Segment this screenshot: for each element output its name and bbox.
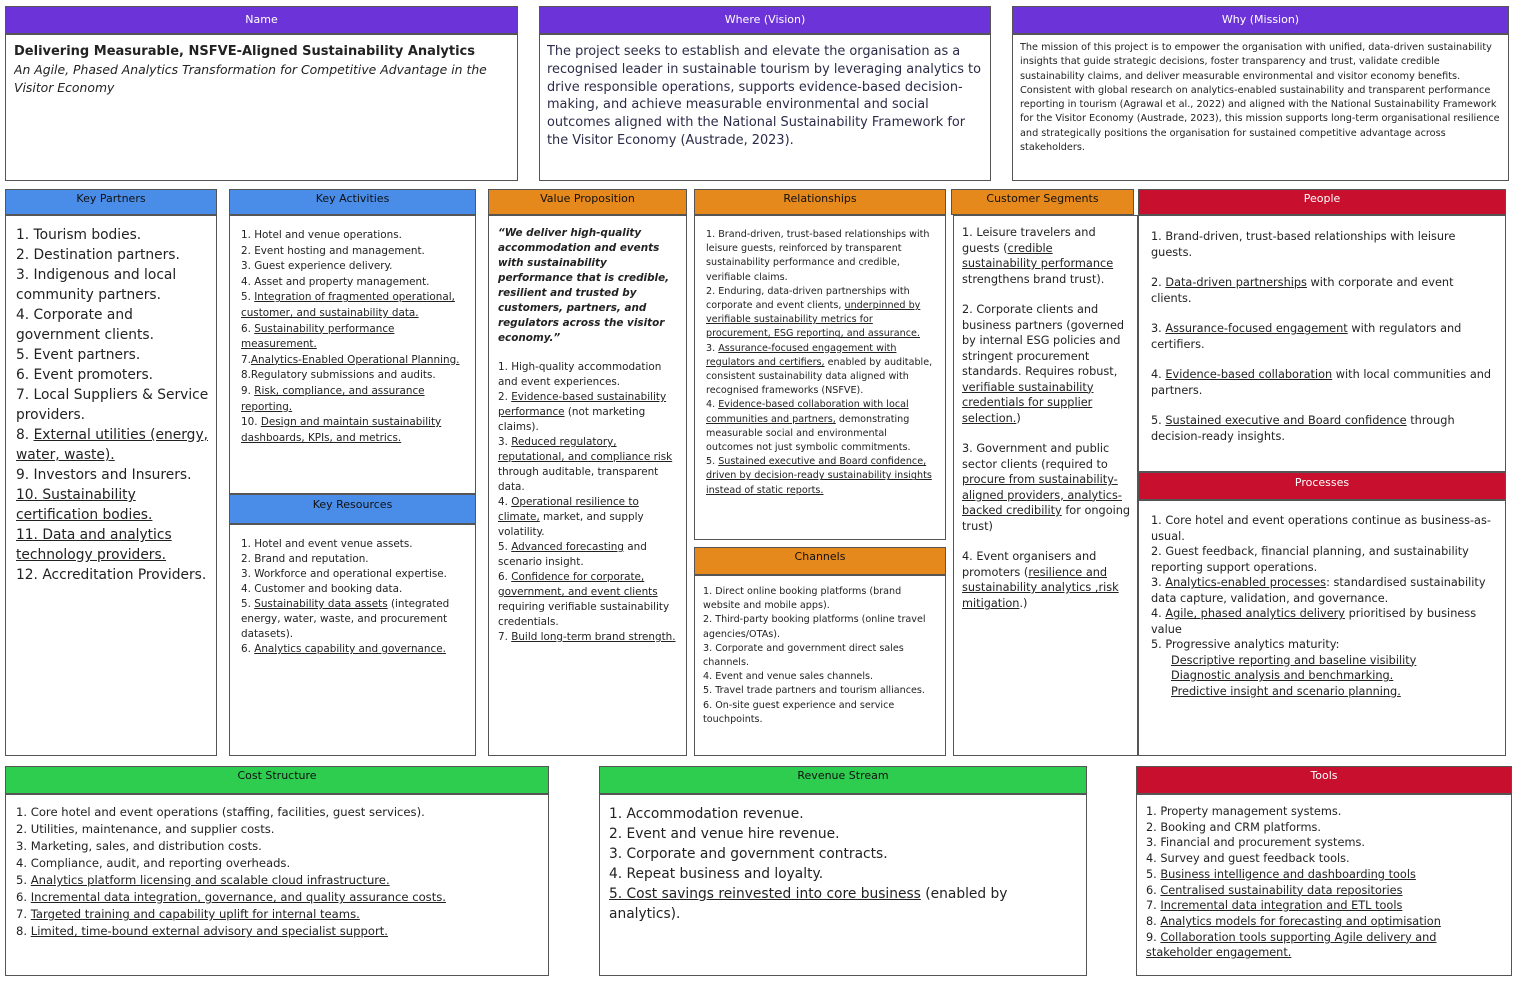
list-item — [16, 465, 210, 485]
maturity-item-diagnostic: Diagnostic analysis and benchmarking. — [1171, 669, 1394, 682]
cost-structure-header: Cost Structure — [5, 766, 549, 794]
list-item — [962, 302, 1131, 426]
item-underlined-text: Assurance-focused engagement with regulators and certifiers, — [706, 342, 897, 368]
list-item — [1146, 914, 1505, 930]
item-underlined-text: Data-driven partnerships — [1165, 276, 1307, 289]
processes-box — [1138, 500, 1506, 756]
item-underlined-text: Business intelligence and dashboarding tools — [1160, 867, 1416, 881]
item-text: 10. — [241, 416, 261, 429]
list-item — [1151, 606, 1497, 637]
item-text: requiring verifiable sustainability credentials. — [498, 601, 670, 628]
item-text: (not marketing claims). — [498, 406, 646, 433]
list-item — [1151, 544, 1497, 575]
list-item — [703, 642, 939, 670]
list-item — [1151, 413, 1497, 444]
item-text: 4. Compliance, audit, and reporting overheads. — [16, 856, 291, 870]
item-text: 2. Destination partners. — [16, 247, 180, 263]
item-underlined-text: Collaboration tools supporting Agile delivery and stakeholder engagement. — [1146, 930, 1437, 960]
item-underlined-text: 10. Sustainability certification bodies. — [16, 487, 153, 523]
item-text: 1. Brand-driven, trust-based relationships with leisure guests. — [1151, 230, 1456, 259]
item-text: ) — [1016, 411, 1021, 425]
channels-list — [703, 585, 939, 753]
item-underlined-text: Evidence-based sustainability performance — [498, 391, 667, 418]
item-text: 6. — [1146, 883, 1161, 897]
cost-structure-box — [5, 794, 549, 976]
item-text: 3. Corporate and government contracts. — [609, 846, 888, 862]
item-underlined-text: Analytics platform licensing and scalable cloud infrastructure. — [30, 873, 390, 887]
item-text: through decision-ready insights. — [1151, 414, 1455, 443]
list-item — [1146, 898, 1505, 914]
list-item — [241, 567, 467, 582]
list-item — [706, 398, 937, 455]
item-text: 9. — [241, 384, 255, 397]
list-item — [1146, 867, 1505, 883]
item-underlined-text: Sustainability data assets — [254, 598, 388, 610]
item-text: 2. Corporate clients and business partners (governed by internal ESG policies and stringent procurement standards. Requires robust, — [962, 303, 1125, 378]
item-underlined-text: Confidence for corporate, government, and event clients — [498, 571, 658, 598]
item-underlined-text: Design and maintain sustainability dashboards, KPIs, and metrics. — [241, 416, 442, 444]
item-underlined-text: Advanced forecasting — [511, 541, 624, 553]
key-resources-list — [241, 537, 467, 753]
list-item — [241, 415, 467, 446]
list-item — [1146, 804, 1505, 820]
item-underlined-text: Evidence-based collaboration with local communities and partners, — [706, 399, 909, 425]
key-partners-box — [5, 215, 217, 756]
item-text: 3. Marketing, sales, and distribution costs. — [16, 839, 262, 853]
item-text: demonstrating measurable social and environmental outcomes not just symbolic commitments. — [706, 413, 911, 454]
list-item — [241, 353, 467, 369]
item-text: 9. — [1146, 930, 1161, 944]
list-item — [16, 889, 542, 906]
processes-header: Processes — [1138, 472, 1506, 500]
item-text: 6. Event promoters. — [16, 367, 154, 383]
item-text: 1. Hotel and event venue assets. — [241, 538, 413, 550]
list-item — [1151, 575, 1497, 606]
item-text: (integrated energy, water, waste, and procurement datasets). — [241, 598, 450, 640]
mission-paragraph-1: The mission of this project is to empower the organisation with unified, data-driven sustainability insights that guide strategic decisions, foster transparency and trust, validate credible sustainability claims, and deliver measurable environmental and visitor economy benefits. — [1020, 42, 1492, 82]
processes-maturity-list — [1151, 653, 1497, 700]
item-text: 3. Guest experience delivery. — [241, 260, 393, 273]
item-text: 6. On-site guest experience and service touchpoints. — [703, 699, 895, 725]
cost-structure-list — [16, 804, 542, 973]
item-text: market, and supply volatility. — [498, 511, 644, 538]
item-underlined-text: Reduced regulatory, reputational, and compliance risk — [498, 436, 673, 463]
item-text: with local communities and partners. — [1151, 368, 1492, 397]
mission-header: Why (Mission) — [1012, 6, 1509, 34]
list-item — [962, 549, 1131, 611]
project-subtitle: An Agile, Phased Analytics Transformation for Competitive Advantage in the Visitor Economy — [14, 62, 487, 95]
item-underlined-text: credible sustainability performance — [962, 241, 1114, 270]
list-item — [1146, 835, 1505, 851]
key-partners-header: Key Partners — [5, 189, 217, 215]
item-text: 9. Investors and Insurers. — [16, 467, 192, 483]
list-item — [16, 872, 542, 889]
list-item — [706, 342, 937, 399]
item-underlined-text: Analytics-enabled processes — [1165, 576, 1327, 589]
vision-text: The project seeks to establish and elevate the organisation as a recognised leader in sustainable tourism by leveraging analytics to drive responsible operations, supports evidence-based decision-making, and achieve measurable environmental and social outcomes aligned with the National Sustainability Framework for the Visitor Economy (Austrade, 2023). — [547, 44, 981, 148]
key-activities-box — [229, 215, 476, 494]
list-item — [1151, 637, 1497, 653]
item-text: 5. — [241, 598, 255, 610]
list-item — [241, 244, 467, 260]
item-text: 6. — [241, 322, 255, 335]
item-underlined-text: 5. Cost savings reinvested into core business — [609, 886, 921, 902]
list-item — [16, 225, 210, 245]
list-item — [962, 225, 1131, 287]
key-activities-header: Key Activities — [229, 189, 476, 215]
tools-list — [1146, 804, 1505, 973]
item-underlined-text: underpinned by verifiable sustainability metrics for procurement, ESG reporting, and assurance. — [706, 300, 921, 340]
list-item — [498, 435, 680, 495]
revenue-stream-list — [609, 804, 1080, 973]
list-item — [16, 365, 210, 385]
item-underlined-text: Evidence-based collaboration — [1165, 368, 1333, 381]
item-text: 5. — [706, 456, 719, 468]
item-text: 12. Accreditation Providers. — [16, 567, 207, 583]
list-item — [241, 290, 467, 321]
item-text: 8. — [1146, 914, 1161, 928]
item-underlined-text: Incremental data integration, governance, and quality assurance costs. — [30, 890, 446, 904]
list-item — [498, 495, 680, 540]
list-item — [16, 821, 542, 838]
item-text: 4. — [1151, 607, 1166, 620]
maturity-item-descriptive: Descriptive reporting and baseline visibility — [1171, 653, 1417, 667]
relationships-list — [706, 228, 937, 537]
item-text: 4. Asset and property management. — [241, 275, 430, 288]
item-text: prioritised by business value — [1151, 607, 1477, 636]
project-title: Delivering Measurable, NSFVE-Aligned Sustainability Analytics — [14, 44, 475, 59]
item-text: 4. Event organisers and promoters ( — [962, 550, 1097, 579]
tools-header: Tools — [1136, 766, 1512, 794]
item-underlined-text: Integration of fragmented operational, customer, and sustainability data. — [241, 291, 455, 319]
people-box — [1138, 215, 1506, 472]
item-underlined-text: procure from sustainability-aligned providers, analytics-backed credibility — [962, 473, 1122, 517]
list-item — [16, 525, 210, 565]
item-underlined-text: Incremental data integration and ETL tools — [1160, 899, 1403, 913]
item-underlined-text: Build long-term brand strength. — [511, 631, 676, 643]
vision-header: Where (Vision) — [539, 6, 991, 34]
list-item — [703, 670, 939, 684]
value-proposition-quote: “We deliver high-quality accommodation and events with sustainability performance that is credible, resilient and trusted by customers, partners, and regulators across the visitor economy.” — [498, 227, 670, 344]
list-item — [16, 345, 210, 365]
list-item — [498, 540, 680, 570]
item-text: 2. Event hosting and management. — [241, 244, 425, 257]
list-item — [1151, 275, 1497, 306]
list-item — [706, 285, 937, 342]
name-header: Name — [5, 6, 518, 34]
item-underlined-text: resilience and sustainability analytics ,risk mitigation — [962, 565, 1119, 610]
list-item — [706, 455, 937, 498]
item-underlined-text: Operational resilience to climate, — [498, 496, 639, 523]
item-text: 3. — [1151, 576, 1166, 589]
item-text: 5. — [498, 541, 512, 553]
value-proposition-list — [498, 360, 680, 645]
list-item — [703, 699, 939, 727]
channels-box — [694, 575, 946, 756]
item-text: 5. — [16, 873, 31, 887]
item-underlined-text: Risk, compliance, and assurance reporting. — [241, 384, 425, 413]
mission-paragraph-2: Consistent with global research on analytics-enabled sustainability and transparent performance reporting in tourism (Agrawal et al., 2022) and aligned with the National Sustainability Framework for the Visitor Economy (Austrade, 2023), this mission supports long-term organisational resilience and strategically positions the organisation for sustained competitive advantage across stakeholders. — [1020, 84, 1500, 154]
list-item — [1151, 321, 1497, 352]
item-text: 4. Repeat business and loyalty. — [609, 866, 824, 882]
list-item — [703, 613, 939, 641]
item-underlined-text: Sustainability performance measurement. — [241, 322, 395, 351]
item-text: 4. — [498, 496, 512, 508]
list-item — [241, 642, 467, 657]
item-text: : standardised sustainability data capture, validation, and governance. — [1151, 576, 1486, 605]
item-underlined-text: Analytics models for forecasting and optimisation — [1160, 914, 1441, 928]
item-text: enabled by auditable, consistent sustainability data aligned with recognised frameworks (NSFVE). — [706, 356, 933, 397]
list-item — [241, 275, 467, 291]
item-text: 2. Enduring, data-driven partnerships with corporate and event clients, — [706, 285, 910, 312]
item-underlined-text: Analytics capability and governance. — [254, 643, 446, 655]
mission-box — [1012, 34, 1509, 181]
item-text: 3. Indigenous and local community partners. — [16, 267, 177, 303]
list-item — [16, 906, 542, 923]
processes-list — [1151, 513, 1497, 653]
list-item — [241, 597, 467, 642]
customer-segments-header: Customer Segments — [951, 189, 1134, 215]
item-underlined-text: Centralised sustainability data repositories — [1160, 883, 1403, 897]
item-text: for ongoing trust) — [962, 504, 1131, 533]
item-text: 3. Financial and procurement systems. — [1146, 836, 1365, 850]
list-item — [16, 305, 210, 345]
item-text: 3. — [706, 342, 719, 354]
item-text: 1. Accommodation revenue. — [609, 806, 804, 822]
item-text: 1. Property management systems. — [1146, 805, 1342, 818]
item-text: 3. Workforce and operational expertise. — [241, 568, 447, 580]
list-item — [1146, 930, 1505, 961]
list-item — [241, 384, 467, 415]
revenue-stream-header: Revenue Stream — [599, 766, 1087, 794]
relationships-box — [694, 215, 946, 540]
list-item — [1146, 851, 1505, 867]
list-item — [1151, 229, 1497, 260]
list-item — [703, 684, 939, 698]
item-text: 4. Survey and guest feedback tools. — [1146, 852, 1350, 866]
item-text: 7. — [498, 631, 512, 643]
item-text: 8. — [16, 427, 34, 443]
list-item — [16, 385, 210, 425]
key-resources-header: Key Resources — [229, 494, 476, 524]
channels-header: Channels — [694, 547, 946, 575]
item-text: through auditable, transparent data. — [498, 466, 659, 493]
list-item — [609, 884, 1080, 924]
list-item — [16, 838, 542, 855]
list-item — [241, 322, 467, 353]
key-activities-list — [241, 228, 467, 491]
vision-box — [539, 34, 991, 181]
maturity-item-predictive: Predictive insight and scenario planning. — [1171, 684, 1401, 698]
item-underlined-text: verifiable sustainability credentials for supplier selection. — [962, 380, 1094, 425]
item-underlined-text: 11. Data and analytics technology providers. — [16, 527, 172, 563]
list-item — [16, 245, 210, 265]
item-text: 6. — [241, 643, 255, 655]
list-item — [706, 228, 937, 285]
list-item — [16, 485, 210, 525]
list-item — [16, 855, 542, 872]
list-item — [498, 360, 680, 390]
list-item — [498, 390, 680, 435]
item-text: 2. Utilities, maintenance, and supplier costs. — [16, 822, 275, 836]
list-item — [16, 265, 210, 305]
item-text: 3. Corporate and government direct sales channels. — [703, 642, 904, 669]
list-item — [241, 582, 467, 597]
list-item — [609, 864, 1080, 884]
item-text: .) — [1019, 596, 1028, 610]
list-item — [241, 228, 467, 244]
item-text: 5. Travel trade partners and tourism alliances. — [703, 685, 925, 697]
item-text: 1. Core hotel and event operations continue as business-as-usual. — [1151, 514, 1491, 543]
list-item — [498, 630, 680, 645]
people-list — [1151, 229, 1497, 469]
list-item — [16, 565, 210, 585]
value-proposition-box — [488, 215, 687, 756]
item-text: 1. Tourism bodies. — [16, 227, 142, 243]
list-item — [609, 824, 1080, 844]
item-text: 5. — [1146, 867, 1161, 881]
list-item — [609, 844, 1080, 864]
item-text: (enabled by analytics). — [609, 886, 1008, 922]
item-text: 2. Booking and CRM platforms. — [1146, 820, 1321, 834]
key-partners-list — [16, 225, 210, 751]
item-text: 1. Leisure travelers and guests ( — [962, 226, 1096, 255]
list-item — [1151, 367, 1497, 398]
list-item — [241, 552, 467, 567]
item-underlined-text: Targeted training and capability uplift for internal teams. — [30, 907, 360, 921]
item-text: 2. Event and venue hire revenue. — [609, 826, 840, 842]
item-text: 2. Guest feedback, financial planning, and sustainability reporting support operations. — [1151, 545, 1469, 574]
item-text: with corporate and event clients. — [1151, 276, 1454, 305]
item-text: 2. Third-party booking platforms (online travel agencies/OTAs). — [703, 614, 926, 640]
item-text: 1. Direct online booking platforms (brand website and mobile apps). — [703, 586, 902, 612]
item-text: 1. High-quality accommodation and event experiences. — [498, 361, 662, 388]
list-item — [1151, 513, 1497, 544]
list-item — [241, 259, 467, 275]
list-item — [16, 923, 542, 940]
name-box — [5, 34, 518, 181]
item-text: strengthens brand trust). — [962, 272, 1105, 286]
item-text: 5. Progressive analytics maturity: — [1151, 638, 1340, 651]
item-text: 3. — [498, 436, 512, 448]
item-text: 3. — [1151, 322, 1166, 335]
item-text: 7. Local Suppliers & Service providers. — [16, 387, 209, 423]
tools-box — [1136, 794, 1512, 976]
item-text: 7. — [241, 353, 251, 366]
item-text: 7. — [1146, 899, 1161, 913]
value-proposition-header: Value Proposition — [488, 189, 687, 215]
item-text: 5. — [241, 291, 255, 304]
item-text: 2. — [1151, 276, 1166, 289]
list-item — [241, 537, 467, 552]
item-underlined-text: Sustained executive and Board confidence — [1165, 414, 1407, 427]
people-header: People — [1138, 189, 1506, 215]
item-text: 4. Event and venue sales channels. — [703, 671, 874, 683]
item-text: 5. Event partners. — [16, 347, 141, 363]
item-text: 8.Regulatory submissions and audits. — [241, 369, 436, 382]
item-underlined-text: Limited, time-bound external advisory and specialist support. — [30, 924, 388, 938]
customer-segments-list — [962, 225, 1131, 753]
item-underlined-text: Sustained executive and Board confidence, driven by decision-ready sustainability insights instead of static reports. — [706, 456, 932, 496]
list-item — [609, 804, 1080, 824]
item-text: 4. Customer and booking data. — [241, 583, 403, 595]
key-resources-box — [229, 524, 476, 756]
item-underlined-text: Analytics-Enabled Operational Planning. — [250, 353, 460, 366]
item-text: and scenario insight. — [498, 541, 647, 568]
item-text: 1. Core hotel and event operations (staffing, facilities, guest services). — [16, 805, 425, 819]
item-text: 3. Government and public sector clients (required to — [962, 442, 1110, 471]
list-item — [241, 368, 467, 384]
list-item — [962, 441, 1131, 534]
revenue-stream-box — [599, 794, 1087, 976]
item-text: 2. Brand and reputation. — [241, 553, 369, 565]
relationships-header: Relationships — [694, 189, 946, 215]
customer-segments-box — [953, 215, 1138, 756]
item-text: 8. — [16, 924, 31, 938]
item-underlined-text: External utilities (energy, water, waste). — [16, 427, 208, 463]
item-text: 4. — [1151, 368, 1166, 381]
item-underlined-text: Assurance-focused engagement — [1165, 322, 1348, 335]
item-text: 5. — [1151, 414, 1166, 427]
item-text: 2. — [498, 391, 512, 403]
item-text: 1. Brand-driven, trust-based relationships with leisure guests, reinforced by transparent sustainability performance and credible, verifiable claims. — [706, 229, 930, 283]
item-text: 4. Corporate and government clients. — [16, 307, 154, 343]
list-item — [498, 570, 680, 630]
item-text: 6. — [16, 890, 31, 904]
list-item — [16, 425, 210, 465]
item-text: with regulators and certifiers. — [1151, 322, 1462, 351]
item-text: 7. — [16, 907, 31, 921]
item-underlined-text: Agile, phased analytics delivery — [1165, 607, 1345, 620]
item-text: 6. — [498, 571, 512, 583]
list-item — [16, 804, 542, 821]
item-text: 4. — [706, 399, 719, 411]
list-item — [1146, 820, 1505, 836]
item-text: 1. Hotel and venue operations. — [241, 229, 402, 241]
list-item — [703, 585, 939, 613]
list-item — [1146, 883, 1505, 899]
